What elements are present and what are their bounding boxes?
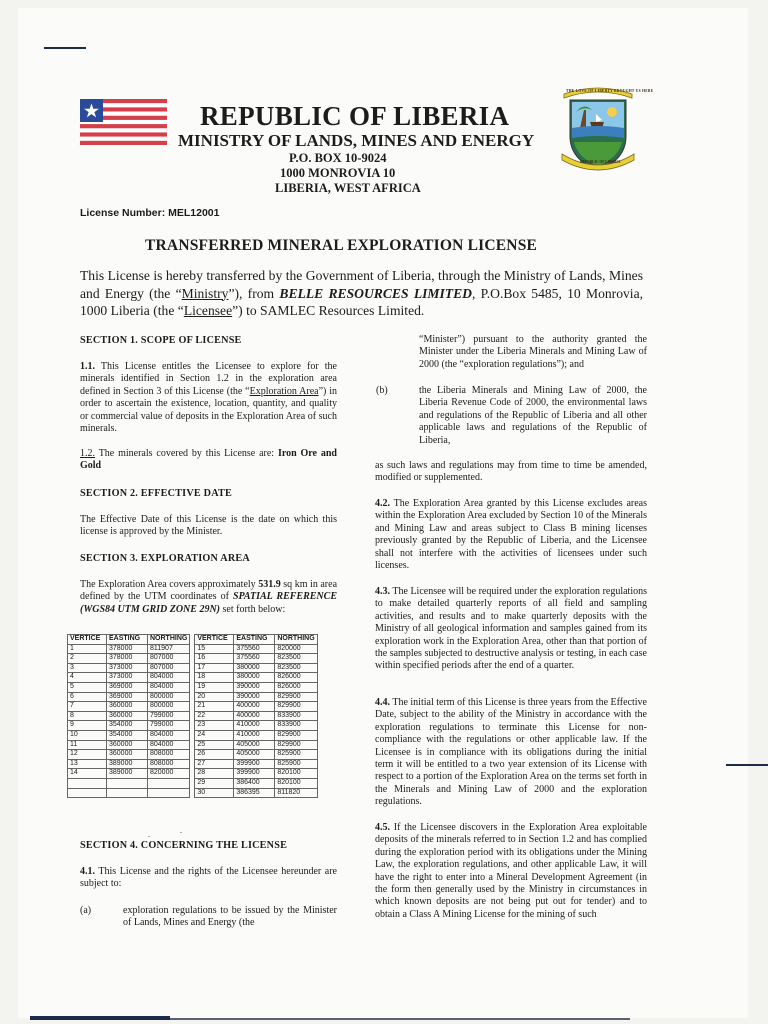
table-cell: 804000 <box>148 740 190 750</box>
table-cell: 811907 <box>148 644 190 654</box>
table-cell <box>107 778 148 788</box>
table-row <box>68 702 318 712</box>
transferor-company: BELLE RESOURCES LIMITED <box>279 285 472 301</box>
clause-4-1-b-label: (b) <box>376 385 388 396</box>
table-cell: 389000 <box>107 769 148 779</box>
seal-motto: THE LOVE OF LIBERTY BROUGHT US HERE <box>566 89 654 93</box>
table-row <box>68 692 318 702</box>
table-cell: 380000 <box>234 663 275 673</box>
table-cell: 807000 <box>148 654 190 664</box>
table-cell: 799000 <box>148 711 190 721</box>
table-cell: 18 <box>195 673 234 683</box>
section-3-text: The Exploration Area covers approximately 531.9 sq km in area defined by the UTM coordinates of SPATIAL REFERENCE (WGS84 UTM GRID ZONE 29N) set forth below: <box>80 579 338 615</box>
table-cell: 808000 <box>148 759 190 769</box>
table-cell: 354000 <box>107 721 148 731</box>
table-cell: 800000 <box>148 692 190 702</box>
table-cell: 825900 <box>275 750 317 760</box>
table-cell <box>107 788 148 798</box>
table-cell: 8 <box>68 711 107 721</box>
table-cell: 4 <box>68 673 107 683</box>
table-cell: 820100 <box>275 778 317 788</box>
table-cell <box>68 788 107 798</box>
scan-mark <box>170 1018 630 1020</box>
table-cell: 6 <box>68 692 107 702</box>
table-row <box>68 644 318 654</box>
clause-4-1-a-text: exploration regulations to be issued by the Minister of Lands, Mines and Energy (the <box>123 905 337 929</box>
table-cell: 799000 <box>148 721 190 731</box>
seal-bottom-text: REPUBLIC OF LIBERIA <box>580 160 621 164</box>
table-cell: 390000 <box>234 692 275 702</box>
table-cell: 360000 <box>107 702 148 712</box>
table-cell: 7 <box>68 702 107 712</box>
table-cell: 360000 <box>107 750 148 760</box>
table-cell: 20 <box>195 692 234 702</box>
stray-mark: . <box>148 830 150 839</box>
section-4-heading: SECTION 4. CONCERNING THE LICENSE <box>80 840 288 851</box>
as-amended-text: as such laws and regulations may from time to time be amended, modified or supplemented. <box>375 460 647 484</box>
table-cell: 400000 <box>234 711 275 721</box>
table-cell: 833900 <box>275 721 317 731</box>
table-cell: 410000 <box>234 730 275 740</box>
table-cell: 820100 <box>275 769 317 779</box>
table-cell: 804000 <box>148 730 190 740</box>
letterhead-ministry: MINISTRY OF LANDS, MINES AND ENERGY <box>178 131 535 150</box>
table-cell: 354000 <box>107 730 148 740</box>
table-cell: 399900 <box>234 769 275 779</box>
table-cell: 360000 <box>107 711 148 721</box>
scan-mark <box>44 47 86 49</box>
table-cell: 825900 <box>275 759 317 769</box>
table-cell: 12 <box>68 750 107 760</box>
section-3-heading: SECTION 3. EXPLORATION AREA <box>80 553 250 564</box>
table-cell: 27 <box>195 759 234 769</box>
clause-4-5: 4.5. If the Licensee discovers in the Exploration Area exploitable deposits of the minerals referred to in Section 1.2 and has complied during the exploration period with its obligations under the Mining Law, the exploration regulations, and other applicable Law, it will have the right to enter into a Mineral Development Agreement (in the form then generally used by the Ministry in circumstances in which known deposits are not being put out for tender) and to obtain a Class A Mining License for the mining of such <box>375 822 647 920</box>
letterhead-address-line: P.O. BOX 10-9024 <box>289 151 387 165</box>
clause-4-1-a-continued: “Minister”) pursuant to the authority granted the Minister under the Liberia Minerals and Mining Law of 2000 (the “exploration regulations”); and <box>419 334 647 370</box>
table-cell: 829900 <box>275 730 317 740</box>
table-cell: 369000 <box>107 692 148 702</box>
table-cell: 19 <box>195 682 234 692</box>
table-row <box>68 663 318 673</box>
table-cell: 17 <box>195 663 234 673</box>
table-cell: 14 <box>68 769 107 779</box>
table-row <box>68 769 318 779</box>
table-cell: 13 <box>68 759 107 769</box>
table-row <box>68 721 318 731</box>
table-cell: 807000 <box>148 663 190 673</box>
table-row <box>68 654 318 664</box>
table-cell: 823500 <box>275 663 317 673</box>
table-cell: 369000 <box>107 682 148 692</box>
table-cell: 26 <box>195 750 234 760</box>
table-cell: 820000 <box>275 644 317 654</box>
table-cell: 399900 <box>234 759 275 769</box>
table-row <box>68 778 318 788</box>
table-cell: 11 <box>68 740 107 750</box>
table-cell: 3 <box>68 663 107 673</box>
table-cell: 405000 <box>234 750 275 760</box>
table-cell: 375560 <box>234 644 275 654</box>
table-cell: 24 <box>195 730 234 740</box>
table-row <box>68 750 318 760</box>
table-cell: 10 <box>68 730 107 740</box>
table-cell <box>148 778 190 788</box>
table-cell: 800000 <box>148 702 190 712</box>
table-cell: 373000 <box>107 673 148 683</box>
table-cell: 375560 <box>234 654 275 664</box>
table-row <box>68 759 318 769</box>
clause-4-3: 4.3. The Licensee will be required under the exploration regulations to make detailed quarterly reports of all field and sampling activities, and results and to make quarterly deposits with the Ministry of all geological information and samples gained from its exploration work in the Exploration Area, other than that portion of the samples subjected to destructive analysis or testing, in each case within specified periods after the end of a quarter. <box>375 586 647 672</box>
section-2-text: The Effective Date of this License is the date on which this license is approved by the Minister. <box>80 514 337 538</box>
clause-4-1-b-text: the Liberia Minerals and Mining Law of 2000, the Liberia Revenue Code of 2000, the environmental laws and regulations of the Republic of Liberia and all other applicable laws and regulations of the Republic of Liberia, <box>419 385 647 446</box>
table-cell: 23 <box>195 721 234 731</box>
clause-1-2: 1.2. The minerals covered by this License are: Iron Ore and Gold <box>80 448 337 472</box>
clause-4-1-a-label: (a) <box>80 905 92 916</box>
table-cell: 826000 <box>275 682 317 692</box>
liberia-flag-icon <box>80 99 167 145</box>
letterhead-address-line: LIBERIA, WEST AFRICA <box>275 181 421 195</box>
table-row <box>68 788 318 798</box>
table-row <box>68 673 318 683</box>
table-cell <box>68 778 107 788</box>
table-cell: 811820 <box>275 788 317 798</box>
table-cell: 386395 <box>234 788 275 798</box>
scan-mark <box>30 1016 170 1020</box>
section-2-heading: SECTION 2. EFFECTIVE DATE <box>80 488 232 499</box>
license-number: License Number: MEL12001 <box>80 207 220 219</box>
table-cell: 21 <box>195 702 234 712</box>
table-cell: 390000 <box>234 682 275 692</box>
table-cell: 829900 <box>275 692 317 702</box>
document-title: TRANSFERRED MINERAL EXPLORATION LICENSE <box>145 237 538 254</box>
intro-paragraph: This License is hereby transferred by the Government of Liberia, through the Ministry of Lands, Mines and Energy (the “Ministry”), from BELLE RESOURCES LIMITED, P.O.Box 5485, 10 Monrovia, 1000 Liberia (the “Licensee”) to SAMLEC Resources Limited. <box>80 268 644 318</box>
table-cell: 829900 <box>275 740 317 750</box>
table-cell: 389000 <box>107 759 148 769</box>
section-1-heading: SECTION 1. SCOPE OF LICENSE <box>80 335 242 346</box>
letterhead-title: REPUBLIC OF LIBERIA <box>200 101 510 131</box>
clause-4-2: 4.2. The Exploration Area granted by this License excludes areas within the Exploration Area excluded by Section 10 of the Minerals and Mining Law and areas subject to Class B mining licenses previously granted by the Republic of Liberia, and the Licensee shall not interfere with the activities of licensees under such licenses. <box>375 498 647 572</box>
table-cell: 405000 <box>234 740 275 750</box>
stray-mark: . <box>180 826 182 835</box>
table-cell <box>148 788 190 798</box>
clause-4-1: 4.1. This License and the rights of the Licensee hereunder are subject to: <box>80 866 337 890</box>
table-cell: 9 <box>68 721 107 731</box>
table-cell: 823500 <box>275 654 317 664</box>
table-cell: 378000 <box>107 654 148 664</box>
clause-1-1: 1.1. This License entitles the Licensee to explore for the minerals identified in Section 1.2 in the exploration area defined in Section 3 of this License (the “Exploration Area”) in order to ascertain the existence, location, quantity, and quality or commercial value of deposits in the Exploration Area of such minerals. <box>80 361 337 435</box>
table-cell: 808000 <box>148 750 190 760</box>
table-row <box>68 682 318 692</box>
table-row <box>68 711 318 721</box>
table-cell: 1 <box>68 644 107 654</box>
table-cell: 804000 <box>148 673 190 683</box>
defined-term-licensee: Licensee <box>183 303 233 318</box>
table-cell: 30 <box>195 788 234 798</box>
table-cell: 410000 <box>234 721 275 731</box>
table-cell: 5 <box>68 682 107 692</box>
table-cell: 29 <box>195 778 234 788</box>
table-cell: 22 <box>195 711 234 721</box>
table-cell: 820000 <box>148 769 190 779</box>
table-cell: 16 <box>195 654 234 664</box>
table-cell: 2 <box>68 654 107 664</box>
table-cell: 380000 <box>234 673 275 683</box>
table-cell: 386400 <box>234 778 275 788</box>
letterhead-address-line: 1000 MONROVIA 10 <box>280 166 396 180</box>
table-cell: 28 <box>195 769 234 779</box>
table-cell: 829900 <box>275 702 317 712</box>
table-header-row: VERTICE EASTING NORTHING VERTICE EASTING NORTHING <box>68 635 318 645</box>
table-cell: 15 <box>195 644 234 654</box>
table-cell: 25 <box>195 740 234 750</box>
table-row <box>68 730 318 740</box>
table-cell: 804000 <box>148 682 190 692</box>
table-cell: 373000 <box>107 663 148 673</box>
exploration-area-coordinates-table <box>67 634 318 798</box>
scan-mark <box>726 764 768 766</box>
table-cell: 826000 <box>275 673 317 683</box>
table-cell: 833900 <box>275 711 317 721</box>
table-cell: 378000 <box>107 644 148 654</box>
defined-term-ministry: Ministry <box>181 285 229 301</box>
table-cell: 360000 <box>107 740 148 750</box>
table-row <box>68 740 318 750</box>
table-cell: 400000 <box>234 702 275 712</box>
clause-4-4: 4.4. The initial term of this License is three years from the Effective Date, subject to the ability of the Ministry in accordance with the exploration regulations to terminate this License for non-compliance with the regulations or other applicable law. If the Licensee is in compliance with its obligations during the initial term it will be entitled to a two year extension of its License with respect to a portion of the Exploration Area on the terms set forth in the Minerals and Mining Law of 2000 and the exploration regulations. <box>375 697 647 808</box>
